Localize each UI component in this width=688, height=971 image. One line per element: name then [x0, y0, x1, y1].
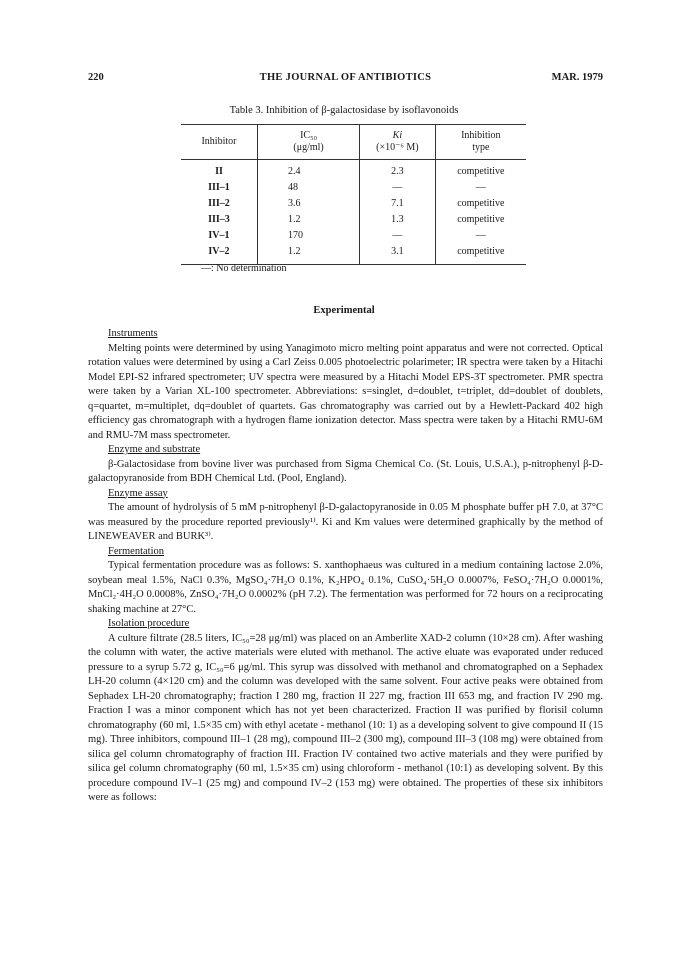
subsection-heading: Enzyme and substrate [108, 444, 201, 455]
cell-ic50: 48 [257, 180, 359, 196]
section-instruments [88, 327, 603, 443]
subsection-text: Typical fermentation procedure was as follows: S. xanthophaeus was cultured in a medium containing lactose 2.0%, soybean meal 1.5%, NaCl 0.3%, MgSO₄·7H₂O 0.1%, K₂HPO₄ 0.1%, CuSO₄·5H₂O 0.0007%, FeSO₄·7H₂O 0.0001%, MnCl₂·4H₂O 0.0008%, ZnSO₄·7H₂O 0.0002% (pH 7.2). The fermentation was performed for 72 hours on a reciprocating shaking machine at 27°C. [88, 560, 603, 615]
subsection-heading: Isolation procedure [108, 618, 190, 629]
cell-ki: 3.1 [360, 244, 435, 265]
cell-ic50: 1.2 [257, 212, 359, 228]
cell-ki: 7.1 [360, 196, 435, 212]
cell-inhibitor: IV–2 [181, 244, 257, 265]
header-ki: Ki (×10⁻⁶ M) [360, 125, 435, 160]
table-header-row [181, 125, 526, 160]
cell-ic50: 170 [257, 228, 359, 244]
page-number: 220 [88, 72, 104, 83]
section-isolation [88, 617, 603, 806]
cell-inhibitor: III–3 [181, 212, 257, 228]
journal-title: THE JOURNAL OF ANTIBIOTICS [259, 72, 432, 83]
cell-inhibitor: III–2 [181, 196, 257, 212]
table-row [181, 196, 526, 212]
experimental-body [88, 327, 603, 806]
cell-type: competitive [435, 244, 526, 265]
cell-ki: — [360, 228, 435, 244]
header-inhibition-type: Inhibition type [435, 125, 526, 160]
cell-inhibitor: III–1 [181, 180, 257, 196]
subsection-text: β-Galactosidase from bovine liver was purchased from Sigma Chemical Co. (St. Louis, U.S.A.), p-nitrophenyl β-D-galactopyranoside from BDH Chemical Ltd. (Pool, England). [88, 458, 603, 484]
cell-ic50: 3.6 [257, 196, 359, 212]
subsection-text: The amount of hydrolysis of 5 mM p-nitrophenyl β-D-galactopyranoside in 0.05 M phosphate buffer pH 7.0, at 37°C was measured by the procedure reported previously¹⁾. Ki and Km values were determined graphically by the method of LINEWEAVER and BURK³⁾. [88, 502, 603, 542]
header-ic50: IC₅₀ (μg/ml) [257, 125, 359, 160]
section-enzyme-assay [88, 487, 603, 545]
cell-ki: — [360, 180, 435, 196]
table-row [181, 160, 526, 181]
cell-type: competitive [457, 214, 505, 225]
issue-date: MAR. 1979 [551, 72, 603, 83]
table-row [181, 228, 526, 244]
table-footnote: —: No determination [201, 263, 287, 274]
cell-type: — [475, 182, 486, 193]
subsection-heading: Enzyme assay [108, 487, 168, 499]
cell-inhibitor: IV–1 [181, 228, 257, 244]
section-title: Experimental [313, 305, 375, 316]
page-header [88, 72, 603, 88]
cell-ki: 1.3 [360, 212, 435, 228]
cell-ic50: 2.4 [257, 160, 359, 181]
cell-ic50: 1.2 [257, 244, 359, 265]
subsection-text: Melting points were determined by using Yanagimoto micro melting point apparatus and were not corrected. Optical rotation values were determined by using a Carl Zeiss 0.005 photoelectric polarimeter; IR spectra were taken by a Hitachi Model EPI-S2 infrared spectrometer; UV spectra were measured by a Hitachi Model EPS-3T spectrometer. PMR spectra were taken by a Varian XL-100 spectrometer. Abbreviations: s=singlet, d=doublet, t=triplet, dd=doublet of doublets, q=quartet, m=multiplet, dq=doublet of quartets. Gas chromatography was carried out by a Hewlett-Packard 402 high efficiency gas chromatograph with a hydrogen flame ionization detector. Mass spectra were taken by a Hitachi RMU-6M and RMU-7M mass spectrometer. [88, 342, 603, 441]
cell-ki: 2.3 [360, 160, 435, 181]
table-caption: Table 3. Inhibition of β-galactosidase by isoflavonoids [229, 105, 459, 116]
section-enzyme-substrate [88, 443, 603, 487]
cell-type: — [475, 230, 486, 241]
cell-inhibitor: II [181, 160, 257, 181]
subsection-heading: Instruments [108, 328, 158, 339]
table-row [181, 212, 526, 228]
subsection-text: A culture filtrate (28.5 liters, IC₅₀=28 μg/ml) was placed on an Amberlite XAD-2 column (10×28 cm). After washing the column with water, the active materials were eluted with methanol. The active eluate was evaporated under reduced pressure to a syrup 5.72 g, IC₅₀=6 μg/ml. This syrup was dissolved with methanol and chromatographed on a Sephadex LH-20 column (4×120 cm) and the column was developed with the same solvent. Four active peaks were obtained from Sephadex LH-20 chromatography; fraction I 280 mg, fraction II 227 mg, fraction III 653 mg, and fraction IV 290 mg. Fraction I was a minor component which has not yet been characterized. Fraction II was purified by florisil column chromatography (60 ml, 1.5×35 cm) with ethyl acetate - methanol (10: 1) as a developing solvent to give compound II (15 mg). Three inhibitors, compound III–1 (28 mg), compound III–2 (300 mg), compound III–3 (108 mg) were obtained from silica gel column chromatography of fraction III. Fraction IV contained two active materials and they were purified by silica gel column chromatography (60 ml, 1.5×35 cm) using chloroform - methanol (10:1) as developing solvent. By this procedure compound IV–1 (25 mg) and compound IV–2 (153 mg) were obtained. The properties of these six inhibitors were as follows: [88, 632, 603, 803]
header-inhibitor: Inhibitor [181, 125, 257, 160]
subsection-heading: Fermentation [108, 545, 164, 557]
table-row [181, 180, 526, 196]
table-row [181, 244, 526, 265]
cell-type: competitive [457, 198, 505, 209]
cell-type: competitive [457, 166, 505, 177]
inhibition-table [181, 124, 526, 265]
section-fermentation [88, 545, 603, 618]
